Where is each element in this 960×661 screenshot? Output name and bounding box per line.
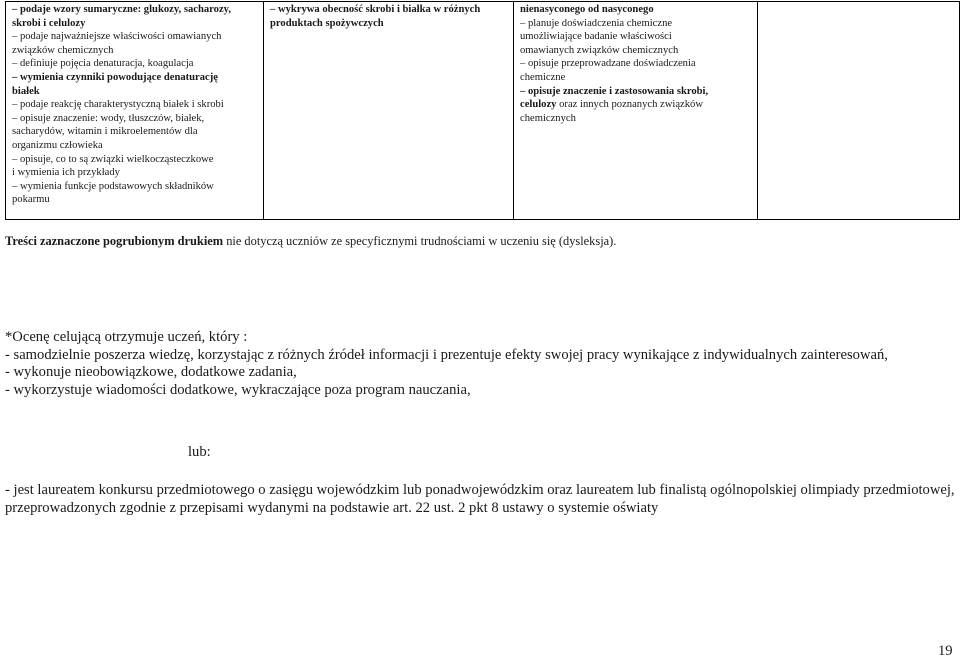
list-item: sacharydów, witamin i mikroelementów dla bbox=[12, 126, 198, 138]
list-item-bold: celulozy bbox=[520, 99, 557, 111]
list-item: – opisuje przeprowadzane doświadczenia bbox=[520, 58, 696, 70]
requirements-column-2 bbox=[264, 2, 514, 220]
list-item: – podaje najważniejsze właściwości omawianych bbox=[12, 31, 222, 43]
list-item: skrobi i celulozy bbox=[12, 17, 86, 29]
list-item: – definiuje pojęcia denaturacja, koagulacja bbox=[12, 58, 194, 70]
requirements-column-3 bbox=[514, 2, 758, 220]
list-item: białek bbox=[12, 85, 40, 97]
grade-excellent-section bbox=[5, 329, 955, 400]
requirements-column-4 bbox=[758, 2, 960, 220]
grade-title-text: *Ocenę celującą otrzymuje uczeń, który bbox=[5, 329, 240, 345]
grade-item: - wykorzystuje wiadomości dodatkowe, wykraczające poza program nauczania, bbox=[5, 382, 471, 399]
grade-item: - jest laureatem konkursu przedmiotowego o zasięgu wojewódzkim lub ponadwojewódzkim oraz laureatem lub finalistą ogólnopolskiej olimpiady przedmiotowej, przeprowadzonych zgodnie z przepisami wydanymi na podstawie art. 22 ust. 2 pkt 8 ustawy o systemie oświaty bbox=[5, 482, 955, 516]
grade-item: - wykonuje nieobowiązkowe, dodatkowe zadania, bbox=[5, 364, 297, 381]
list-item: – wymienia funkcje podstawowych składników bbox=[12, 180, 214, 192]
list-item: organizmu człowieka bbox=[12, 139, 103, 151]
grade-alternative-section bbox=[5, 482, 955, 517]
list-item: omawianych związków chemicznych bbox=[520, 44, 679, 56]
list-item: związków chemicznych bbox=[12, 44, 114, 56]
list-item: i wymienia ich przykłady bbox=[12, 167, 120, 179]
note-bold-part: Treści zaznaczone pogrubionym drukiem bbox=[5, 234, 224, 248]
list-item: produktach spożywczych bbox=[270, 17, 384, 29]
dyslexia-note bbox=[5, 234, 955, 249]
list-item: chemiczne bbox=[520, 71, 566, 83]
list-item bbox=[520, 98, 754, 112]
list-item: – planuje doświadczenia chemiczne bbox=[520, 17, 673, 29]
list-item: – wymienia czynniki powodujące denaturację bbox=[12, 71, 218, 83]
or-label: lub: bbox=[188, 444, 211, 460]
list-item: – podaje reakcję charakterystyczną białek i skrobi bbox=[12, 99, 224, 111]
table-row bbox=[6, 2, 960, 220]
list-item: – opisuje znaczenie: wody, tłuszczów, białek, bbox=[12, 112, 205, 124]
list-item: – opisuje znaczenie i zastosowania skrobi, bbox=[520, 85, 709, 97]
list-item: – wykrywa obecność skrobi i białka w różnych bbox=[270, 4, 481, 15]
list-item: pokarmu bbox=[12, 194, 50, 206]
list-item: – podaje wzory sumaryczne: glukozy, sacharozy, bbox=[12, 4, 232, 15]
requirements-table bbox=[5, 1, 960, 220]
list-item: nienasyconego od nasyconego bbox=[520, 4, 654, 15]
requirements-column-1 bbox=[6, 2, 264, 220]
note-rest: nie dotyczą uczniów ze specyficznymi trudnościami w uczeniu się (dysleksja). bbox=[223, 234, 617, 248]
list-item: umożliwiające badanie właściwości bbox=[520, 31, 672, 43]
grade-title bbox=[5, 329, 955, 347]
page-number: 19 bbox=[938, 643, 953, 659]
list-item: – opisuje, co to są związki wielkocząsteczkowe bbox=[12, 153, 214, 165]
list-item-suffix: oraz innych poznanych związków bbox=[556, 99, 703, 111]
grade-title-suffix: : bbox=[239, 329, 248, 345]
grade-item: - samodzielnie poszerza wiedzę, korzystając z różnych źródeł informacji i prezentuje efekty swojej pracy wynikające z indywidualnych zainteresowań, bbox=[5, 346, 888, 363]
list-item: chemicznych bbox=[520, 112, 576, 124]
